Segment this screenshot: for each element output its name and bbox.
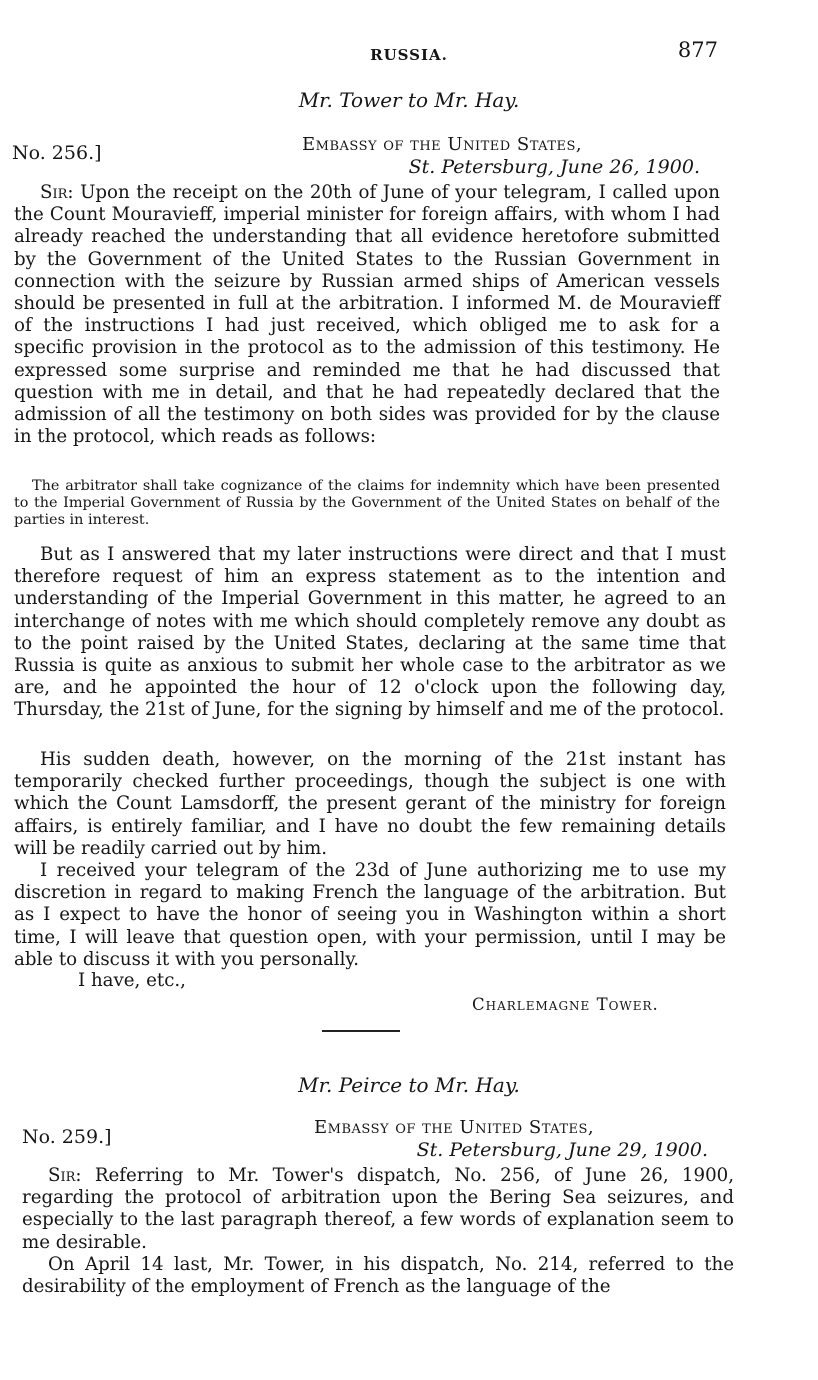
section-divider bbox=[322, 1030, 400, 1032]
page-number: 877 bbox=[677, 38, 718, 62]
paragraph: His sudden death, however, on the morning of the 21st instant has temporarily checked further proceedings, though the subject is one with which the Count Lamsdorff, the present gerant of the ministry for foreign affairs, is entirely familiar, and I have no doubt the few remaining details will be readily carried out by him. bbox=[14, 749, 726, 859]
dispatch-number: No. 256.] bbox=[12, 142, 102, 164]
closing: I have, etc., bbox=[78, 970, 186, 991]
dispatch-number: No. 259.] bbox=[22, 1126, 112, 1148]
block-quote: The arbitrator shall take cognizance of the claims for indemnity which have been presented to the Imperial Government of Russia by the Government of the United States on behalf of the parties in interest. bbox=[14, 478, 720, 529]
paragraph: But as I answered that my later instructions were direct and that I must therefore request of him an express statement as to the intention and understanding of the Imperial Government in this matter, he agreed to an interchange of notes with me which should completely remove any doubt as to the point raised by the United States, declaring at the same time that Russia is quite as anxious to submit her whole case to the arbitrator as we are, and he appointed the hour of 12 o'clock upon the following day, Thursday, the 21st of June, for the signing by himself and me of the protocol. bbox=[14, 544, 726, 721]
paragraph: On April 14 last, Mr. Tower, in his dispatch, No. 214, referred to the desirability of the employment of French as the language of the bbox=[22, 1254, 734, 1298]
letter-heading: Mr. Peirce to Mr. Hay. bbox=[298, 1073, 520, 1097]
paragraph bbox=[22, 1165, 734, 1254]
embassy-line: Embassy of the United States, bbox=[302, 134, 583, 155]
salutation: Sir: bbox=[48, 1165, 82, 1186]
embassy-line: Embassy of the United States, bbox=[314, 1117, 595, 1138]
dateline: St. Petersburg, June 26, 1900. bbox=[408, 156, 700, 178]
paragraph: I received your telegram of the 23d of June authorizing me to use my discretion in regard to making French the language of the arbitration. But as I expect to have the honor of seeing you in Washington within a short time, I will leave that question open, with your permission, until I may be able to discuss it with you personally. bbox=[14, 860, 726, 970]
salutation: Sir: bbox=[40, 182, 74, 203]
paragraph bbox=[14, 182, 720, 448]
paragraph-text: Upon the receipt on the 20th of June of your telegram, I called upon the Count Mouravieff, imperial minister for foreign affairs, with whom I had already reached the understanding that all evidence heretofore submitted by the Government of the United States to the Russian Government in connection with the seizure by Russian armed ships of American vessels should be presented in full at the arbitration. I informed M. de Mouravieff of the instructions I had just received, which obliged me to ask for a specific provision in the protocol as to the admission of this testimony. He expressed some surprise and reminded me that he had discussed that question with me in detail, and that he had repeatedly declared that the admission of all the testimony on both sides was provided for by the clause in the protocol, which reads as follows: bbox=[14, 182, 720, 448]
signature: Charlemagne Tower. bbox=[472, 995, 659, 1014]
running-title: RUSSIA. bbox=[370, 46, 448, 64]
dateline: St. Petersburg, June 29, 1900. bbox=[416, 1139, 708, 1161]
letter-heading: Mr. Tower to Mr. Hay. bbox=[298, 88, 520, 112]
paragraph-text: Referring to Mr. Tower's dispatch, No. 256, of June 26, 1900, regarding the protocol of arbitration upon the Bering Sea seizures, and especially to the last paragraph thereof, a few words of explanation seem to me desirable. bbox=[22, 1165, 734, 1253]
